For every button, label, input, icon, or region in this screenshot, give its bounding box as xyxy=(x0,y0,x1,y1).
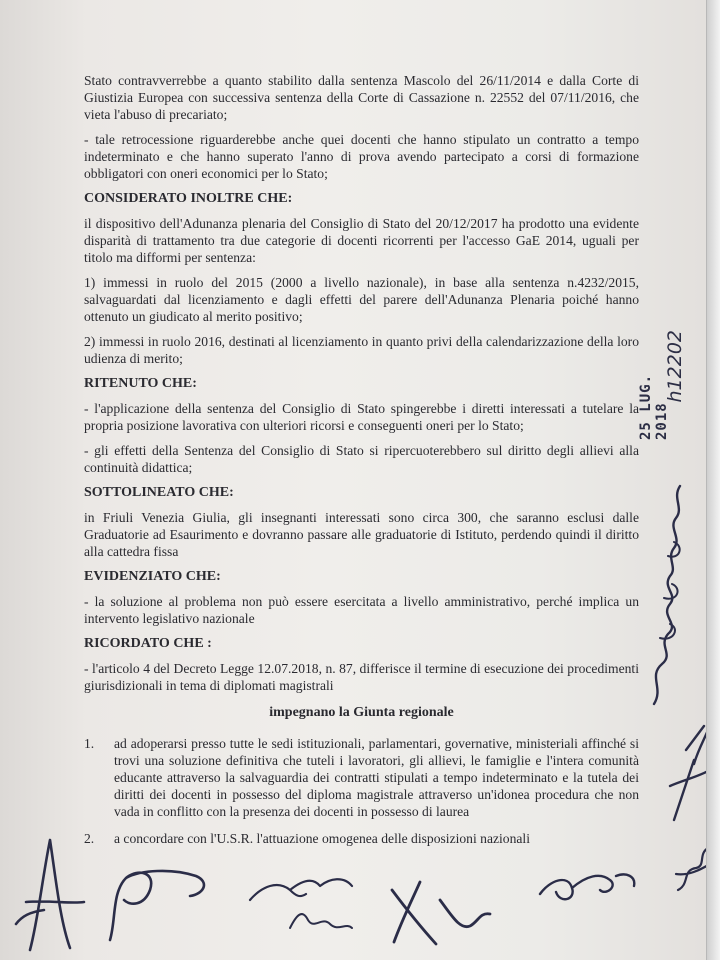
resolution-heading: impegnano la Giunta regionale xyxy=(269,705,454,720)
paragraph: - l'applicazione della sentenza del Consiglio di Stato spingerebbe i diretti interessati a tutelare la propria posizione lavorativa con ulteriori ricorsi e conseguenti oneri per lo Stato; xyxy=(84,401,639,433)
paragraph: in Friuli Venezia Giulia, gli insegnanti interessati sono circa 300, che saranno esclusi dalle Graduatorie ad Esaurimento e dovranno passare alle graduatorie di Istituto, perdendo quindi il diritto alla cattedra fissa xyxy=(84,510,639,559)
section-heading: EVIDENZIATO CHE: xyxy=(84,569,221,584)
item-number: 2. xyxy=(84,831,95,846)
handwritten-signature-vertical xyxy=(640,478,700,708)
numbered-item xyxy=(84,735,639,820)
stamp-date: 25 LUG. 2018 xyxy=(638,373,670,440)
paragraph: - tale retrocessione riguarderebbe anche quei docenti che hanno stipulato un contratto a tempo indeterminato e che hanno superato l'anno di prova avendo partecipato a corsi di formazione obbligatori con oneri economici per lo Stato; xyxy=(84,132,639,181)
paragraph: il dispositivo dell'Adunanza plenaria del Consiglio di Stato del 20/12/2017 ha prodotto una evidente disparità di trattamento tra due categorie di docenti ricorrenti per l'accesso GaE 2014, uguali per titolo ma difformi per sentenza: xyxy=(84,216,639,265)
handwritten-signatures-bottom xyxy=(0,820,706,960)
protocol-stamp xyxy=(638,330,698,440)
paragraph: - la soluzione al problema non può essere esercitata a livello amministrativo, perché implica un intervento legislativo nazionale xyxy=(84,594,639,626)
item-text: a concordare con l'U.S.R. l'attuazione omogenea delle disposizioni nazionali xyxy=(114,831,530,846)
paragraph: 1) immessi in ruolo del 2015 (2000 a livello nazionale), in base alla sentenza n.4232/2015, salvaguardati dal licenziamento e dagli effetti del parere dell'Adunanza Plenaria poiché hanno ottenuto un giudicato al merito positivo; xyxy=(84,275,639,324)
stamp-protocol-number: h12202 xyxy=(664,330,686,403)
section-heading: CONSIDERATO INOLTRE CHE: xyxy=(84,191,293,206)
section-heading: RICORDATO CHE : xyxy=(84,636,212,651)
item-number: 1. xyxy=(84,736,95,751)
paragraph: - gli effetti della Sentenza del Consiglio di Stato si ripercuoterebbero sul diritto degli allievi alla continuità didattica; xyxy=(84,443,639,475)
page-edge xyxy=(706,0,720,960)
section-heading: SOTTOLINEATO CHE: xyxy=(84,485,234,500)
section-heading: RITENUTO CHE: xyxy=(84,376,197,391)
paragraph: 2) immessi in ruolo 2016, destinati al licenziamento in quanto privi della calendarizzazione della loro udienza di merito; xyxy=(84,334,639,366)
item-text: ad adoperarsi presso tutte le sedi istituzionali, parlamentari, governative, ministeriali affinché si trovi una soluzione definitiva che tuteli i lavoratori, gli allievi, le famiglie e l'intera comunità educante attraverso la salvaguardia dei contratti stipulati a tempo indeterminato e la tutela dei diritti dei docenti in possesso del diploma magistrale attraverso un'idonea procedura che non vada in conflitto con la presenza dei docenti in possesso di laurea xyxy=(114,736,639,819)
paragraph: - l'articolo 4 del Decreto Legge 12.07.2018, n. 87, differisce il termine di esecuzione dei procedimenti giurisdizionali in tema di diplomati magistrali xyxy=(84,661,639,693)
paragraph: Stato contravverrebbe a quanto stabilito dalla sentenza Mascolo del 26/11/2014 e dalla Corte di Giustizia Europea con successiva sentenza della Corte di Cassazione n. 22552 del 07/11/2016, che vieta l'abuso di precariato; xyxy=(84,73,639,122)
document-body xyxy=(84,72,639,857)
